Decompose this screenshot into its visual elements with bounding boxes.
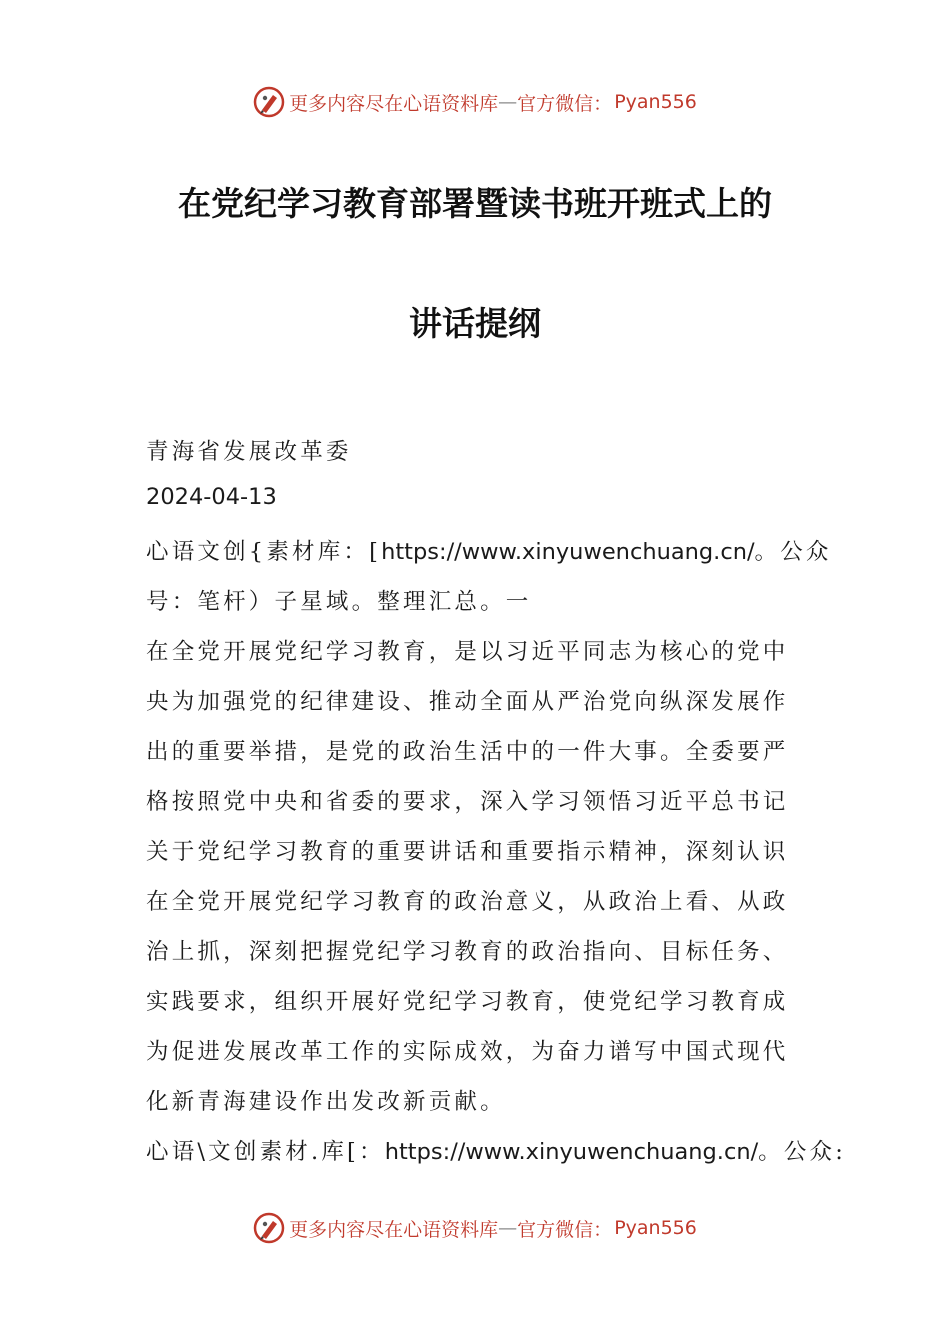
promo-url-link[interactable]: https://www.xinyuwenchuang.cn/ <box>381 539 755 565</box>
fountain-pen-logo-icon <box>253 86 285 118</box>
footer-watermark <box>0 1208 950 1248</box>
body-line: 实践要求，组织开展好党纪学习教育，使党纪学习教育成 <box>146 989 789 1015</box>
promo-line-3 <box>146 1134 847 1166</box>
promo-line-1 <box>146 534 832 566</box>
promo-prefix-2: 心语\文创素材.库[： <box>146 1139 385 1165</box>
watermark-wechat-label: 官方微信： <box>517 1218 613 1241</box>
document-title-line-2: 讲话提纲 <box>409 304 541 343</box>
watermark-site-text: 更多内容尽在心语资料库 <box>289 1218 499 1241</box>
watermark-wechat-label: 官方微信： <box>517 92 613 115</box>
body-line: 格按照党中央和省委的要求，深入学习领悟习近平总书记 <box>146 789 789 815</box>
body-line: 关于党纪学习教育的重要讲话和重要指示精神，深刻认识 <box>146 839 789 865</box>
body-line: 在全党开展党纪学习教育，是以习近平同志为核心的党中 <box>146 639 789 665</box>
date-line: 2024-04-13 <box>146 484 277 510</box>
document-title-line-1: 在党纪学习教育部署暨读书班开班式上的 <box>178 184 772 223</box>
fountain-pen-logo-icon <box>253 1212 285 1244</box>
body-line: 为促进发展改革工作的实际成效，为奋力谱写中国式现代 <box>146 1039 789 1065</box>
author-line: 青海省发展改革委 <box>146 439 352 465</box>
promo-url-link-2[interactable]: https://www.xinyuwenchuang.cn/ <box>384 1139 759 1165</box>
body-line: 在全党开展党纪学习教育的政治意义，从政治上看、从政 <box>146 889 789 915</box>
watermark-separator: — <box>498 1217 518 1239</box>
promo-prefix: 心语文创{素材库：[ <box>146 539 382 565</box>
body-line: 化新青海建设作出发改新贡献。 <box>146 1089 506 1115</box>
promo-suffix: 。公众 <box>754 539 832 565</box>
promo-line-2: 号：笔杆）子星域。整理汇总。一 <box>146 589 532 615</box>
watermark-separator: — <box>498 91 518 113</box>
watermark-site-text: 更多内容尽在心语资料库 <box>289 92 499 115</box>
promo-suffix-2: 。公众: <box>758 1139 847 1165</box>
body-line: 出的重要举措，是党的政治生活中的一件大事。全委要严 <box>146 739 789 765</box>
body-line: 央为加强党的纪律建设、推动全面从严治党向纵深发展作 <box>146 689 789 715</box>
watermark-wechat-handle: Pyan556 <box>614 1217 697 1239</box>
body-line: 治上抓，深刻把握党纪学习教育的政治指向、目标任务、 <box>146 939 789 965</box>
header-watermark <box>0 82 950 122</box>
watermark-wechat-handle: Pyan556 <box>614 91 697 113</box>
